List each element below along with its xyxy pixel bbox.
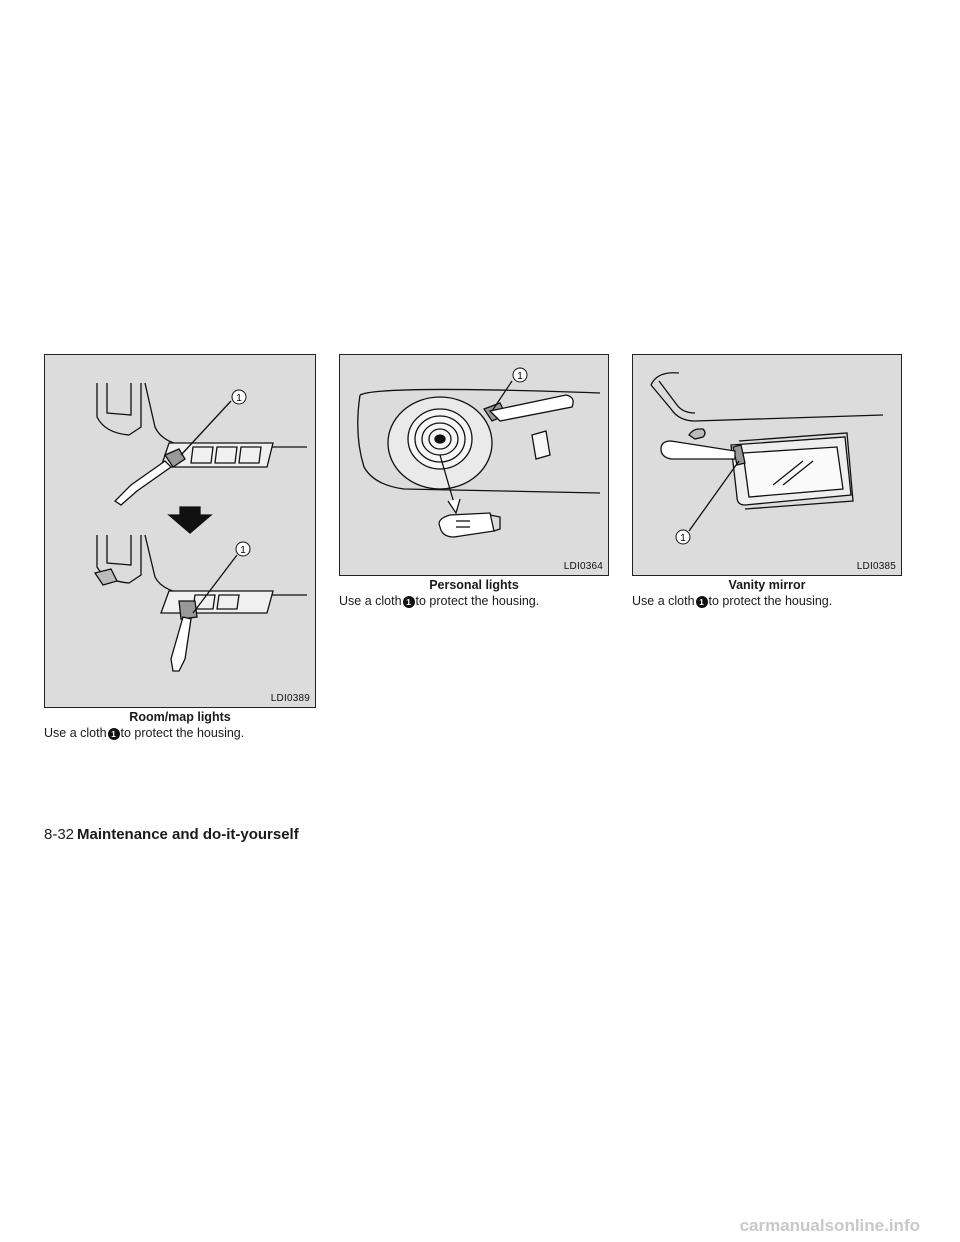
callout-label: 1 <box>517 371 523 382</box>
callout-number-icon: 1 <box>403 596 415 608</box>
callout-number-icon: 1 <box>108 728 120 740</box>
figure-code: LDI0389 <box>270 693 310 704</box>
instruction-text-after: to protect the housing. <box>120 726 245 740</box>
figure-personal-lights <box>339 354 609 576</box>
figure-instruction <box>339 594 609 609</box>
callout-number-icon: 1 <box>696 596 708 608</box>
section-title: Maintenance and do-it-yourself <box>77 826 299 843</box>
instruction-text-after: to protect the housing. <box>415 594 540 608</box>
figure-room-map-lights <box>44 354 316 708</box>
instruction-text-after: to protect the housing. <box>708 594 833 608</box>
figure-instruction <box>632 594 902 609</box>
instruction-text-before: Use a cloth <box>44 726 107 740</box>
callout-label: 1 <box>240 545 246 556</box>
figure-caption: Personal lights <box>429 578 519 592</box>
figure-code: LDI0364 <box>563 561 603 572</box>
callout-labels <box>513 368 527 382</box>
instruction-text-before: Use a cloth <box>632 594 695 608</box>
callout-label: 1 <box>680 533 686 544</box>
callout-labels <box>232 390 250 556</box>
page-footer <box>44 826 299 843</box>
callout-labels <box>676 530 690 544</box>
vanity-mirror-illustration <box>633 355 901 575</box>
instruction-text-before: Use a cloth <box>339 594 402 608</box>
figure-code: LDI0385 <box>856 561 896 572</box>
watermark: carmanualsonline.info <box>739 1216 920 1235</box>
column-room-map-lights <box>44 354 316 741</box>
figure-caption: Vanity mirror <box>728 578 806 592</box>
personal-lights-illustration <box>340 355 608 575</box>
page-number: 8-32 <box>44 826 75 843</box>
figure-vanity-mirror <box>632 354 902 576</box>
column-personal-lights <box>339 354 609 609</box>
column-vanity-mirror <box>632 354 902 609</box>
room-map-lights-illustration <box>45 355 315 707</box>
figure-caption: Room/map lights <box>129 710 231 724</box>
callout-label: 1 <box>236 393 242 404</box>
figure-instruction <box>44 726 316 741</box>
